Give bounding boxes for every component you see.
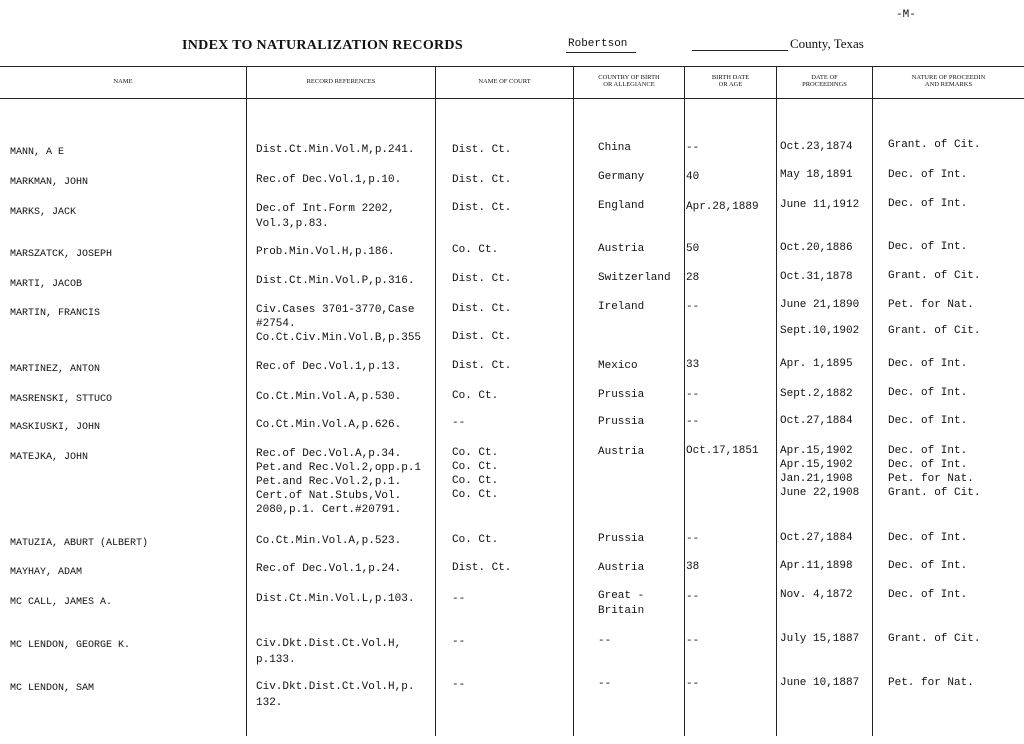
cell-nature: Dec. of Int. Dec. of Int. Pet. for Nat. Grant. of Cit.	[888, 445, 981, 499]
column-header-date: DATE OF PROCEEDINGS	[802, 74, 847, 88]
cell-refs: Rec.of Dec.Vol.A,p.34. Pet.and Rec.Vol.2,opp.p.1 Pet.and Rec.Vol.2,p.1. Cert.of Nat.Stubs,Vol. 2080,p.1. Cert.#20791.	[256, 448, 422, 516]
cell-refs: Rec.of Dec.Vol.1,p.13.	[256, 361, 402, 373]
cell-name: MASKIUSKI, JOHN	[10, 422, 101, 433]
cell-nature: Dec. of Int.	[888, 169, 968, 181]
cell-name: MATEJKA, JOHN	[10, 452, 89, 463]
cell-name: MARKS, JACK	[10, 207, 77, 218]
cell-birth: --	[686, 142, 700, 154]
column-header-nature: NATURE OF PROCEEDIN AND REMARKS	[911, 74, 986, 88]
cell-date: Oct.27,1884	[780, 415, 853, 427]
cell-name: MARKMAN, JOHN	[10, 177, 89, 188]
cell-name: MATUZIA, ABURT (ALBERT)	[10, 538, 149, 549]
cell-nature: Dec. of Int.	[888, 198, 968, 210]
cell-country: Austria	[598, 243, 645, 255]
cell-birth: --	[686, 533, 700, 545]
cell-nature: Grant. of Cit.	[888, 139, 981, 151]
cell-name: MC LENDON, SAM	[10, 683, 95, 694]
cell-nature: Dec. of Int.	[888, 358, 968, 370]
cell-date: Sept.2,1882	[780, 388, 853, 400]
cell-birth: 40	[686, 171, 700, 183]
cell-name: MARTIN, FRANCIS	[10, 308, 101, 319]
cell-country: Great - Britain	[598, 590, 645, 617]
cell-country: Germany	[598, 171, 645, 183]
cell-date: June 21,1890 Sept.10,1902	[780, 299, 860, 337]
cell-court: Dist. Ct.	[452, 562, 512, 574]
cell-refs: Co.Ct.Min.Vol.A,p.523.	[256, 535, 402, 547]
cell-court: --	[452, 593, 466, 605]
cell-date: Apr.15,1902 Apr.15,1902 Jan.21,1908 June 22,1908	[780, 445, 860, 499]
cell-birth: Oct.17,1851	[686, 445, 759, 457]
column-divider	[872, 66, 873, 736]
cell-court: Co. Ct.	[452, 244, 499, 256]
cell-birth: --	[686, 301, 700, 313]
cell-country: --	[598, 678, 612, 690]
column-header-court: NAME OF COURT	[478, 77, 531, 85]
cell-court: Dist. Ct.	[452, 273, 512, 285]
cell-refs: Civ.Dkt.Dist.Ct.Vol.H,p. 132.	[256, 681, 415, 709]
cell-birth: Apr.28,1889	[686, 201, 759, 213]
cell-name: MAYHAY, ADAM	[10, 567, 83, 578]
cell-nature: Pet. for Nat. Grant. of Cit.	[888, 299, 981, 337]
cell-nature: Dec. of Int.	[888, 241, 968, 253]
cell-country: Prussia	[598, 416, 645, 428]
cell-name: MASRENSKI, STTUCO	[10, 394, 113, 405]
cell-date: June 11,1912	[780, 199, 860, 211]
cell-court: Dist. Ct.	[452, 144, 512, 156]
cell-court: Co. Ct. Co. Ct. Co. Ct. Co. Ct.	[452, 447, 499, 501]
cell-birth: --	[686, 389, 700, 401]
cell-name: MC LENDON, GEORGE K.	[10, 640, 131, 651]
cell-court: Dist. Ct.	[452, 360, 512, 372]
cell-name: MARTINEZ, ANTON	[10, 364, 101, 375]
cell-nature: Dec. of Int.	[888, 532, 968, 544]
cell-court: --	[452, 417, 466, 429]
cell-refs: Dist.Ct.Min.Vol.L,p.103.	[256, 593, 415, 605]
cell-country: England	[598, 200, 645, 212]
cell-country: Switzerland	[598, 272, 671, 284]
column-divider	[776, 66, 777, 736]
cell-refs: Dist.Ct.Min.Vol.M,p.241.	[256, 144, 415, 156]
cell-name: MC CALL, JAMES A.	[10, 597, 113, 608]
cell-country: --	[598, 635, 612, 647]
cell-date: June 10,1887	[780, 677, 860, 689]
cell-country: Ireland	[598, 301, 645, 313]
cell-refs: Dec.of Int.Form 2202, Vol.3,p.83.	[256, 203, 395, 230]
table-header-rule	[0, 98, 1024, 99]
cell-court: Dist. Ct. Dist. Ct.	[452, 303, 512, 343]
column-header-name: NAME	[113, 77, 133, 85]
cell-date: Oct.23,1874	[780, 141, 853, 153]
cell-refs: Civ.Cases 3701-3770,Case #2754. Co.Ct.Civ.Min.Vol.B,p.355	[256, 304, 422, 344]
cell-date: Nov. 4,1872	[780, 589, 853, 601]
cell-name: MARSZATCK, JOSEPH	[10, 249, 113, 260]
cell-refs: Co.Ct.Min.Vol.A,p.626.	[256, 419, 402, 431]
cell-nature: Grant. of Cit.	[888, 633, 981, 645]
cell-nature: Pet. for Nat.	[888, 677, 974, 689]
cell-date: Apr.11,1898	[780, 560, 853, 572]
cell-name: MARTI, JACOB	[10, 279, 83, 290]
cell-court: Dist. Ct.	[452, 174, 512, 186]
cell-country: Prussia	[598, 533, 645, 545]
cell-birth: --	[686, 678, 700, 690]
cell-refs: Rec.of Dec.Vol.1,p.10.	[256, 174, 402, 186]
cell-birth: 50	[686, 243, 700, 255]
county-label: County, Texas	[790, 36, 864, 51]
document-title: INDEX TO NATURALIZATION RECORDS	[182, 38, 463, 53]
cell-date: Oct.27,1884	[780, 532, 853, 544]
county-blank-line	[692, 50, 788, 51]
cell-country: China	[598, 142, 632, 154]
cell-refs: Dist.Ct.Min.Vol.P,p.316.	[256, 275, 415, 287]
column-header-country: COUNTRY OF BIRTH OR ALLEGIANCE	[598, 74, 660, 88]
cell-nature: Grant. of Cit.	[888, 270, 981, 282]
column-header-record-references: RECORD REFERENCES	[306, 77, 376, 85]
cell-birth: --	[686, 416, 700, 428]
cell-country: Austria	[598, 562, 645, 574]
cell-date: May 18,1891	[780, 169, 853, 181]
cell-birth: 38	[686, 561, 700, 573]
cell-nature: Dec. of Int.	[888, 415, 968, 427]
cell-court: Co. Ct.	[452, 534, 499, 546]
cell-court: Dist. Ct.	[452, 202, 512, 214]
cell-birth: --	[686, 591, 700, 603]
cell-refs: Civ.Dkt.Dist.Ct.Vol.H, p.133.	[256, 638, 402, 666]
cell-date: Apr. 1,1895	[780, 358, 853, 370]
cell-date: Oct.31,1878	[780, 271, 853, 283]
cell-country: Prussia	[598, 389, 645, 401]
column-divider	[573, 66, 574, 736]
cell-nature: Dec. of Int.	[888, 387, 968, 399]
cell-refs: Prob.Min.Vol.H,p.186.	[256, 246, 395, 258]
cell-country: Mexico	[598, 360, 638, 372]
cell-court: --	[452, 636, 466, 648]
cell-refs: Rec.of Dec.Vol.1,p.24.	[256, 563, 402, 575]
column-divider	[684, 66, 685, 736]
county-name: Robertson	[568, 38, 628, 50]
cell-court: Co. Ct.	[452, 390, 499, 402]
cell-birth: --	[686, 635, 700, 647]
county-name-underline	[566, 52, 636, 53]
column-header-birth: BIRTH DATE OR AGE	[711, 74, 750, 88]
cell-court: --	[452, 679, 466, 691]
cell-birth: 28	[686, 272, 700, 284]
cell-birth: 33	[686, 359, 700, 371]
cell-date: Oct.20,1886	[780, 242, 853, 254]
page-mark: -M-	[896, 9, 916, 21]
cell-name: MANN, A E	[10, 147, 65, 158]
column-divider	[246, 66, 247, 736]
cell-nature: Dec. of Int.	[888, 560, 968, 572]
cell-country: Austria	[598, 446, 645, 458]
column-divider	[435, 66, 436, 736]
cell-refs: Co.Ct.Min.Vol.A,p.530.	[256, 391, 402, 403]
cell-date: July 15,1887	[780, 633, 860, 645]
cell-nature: Dec. of Int.	[888, 589, 968, 601]
